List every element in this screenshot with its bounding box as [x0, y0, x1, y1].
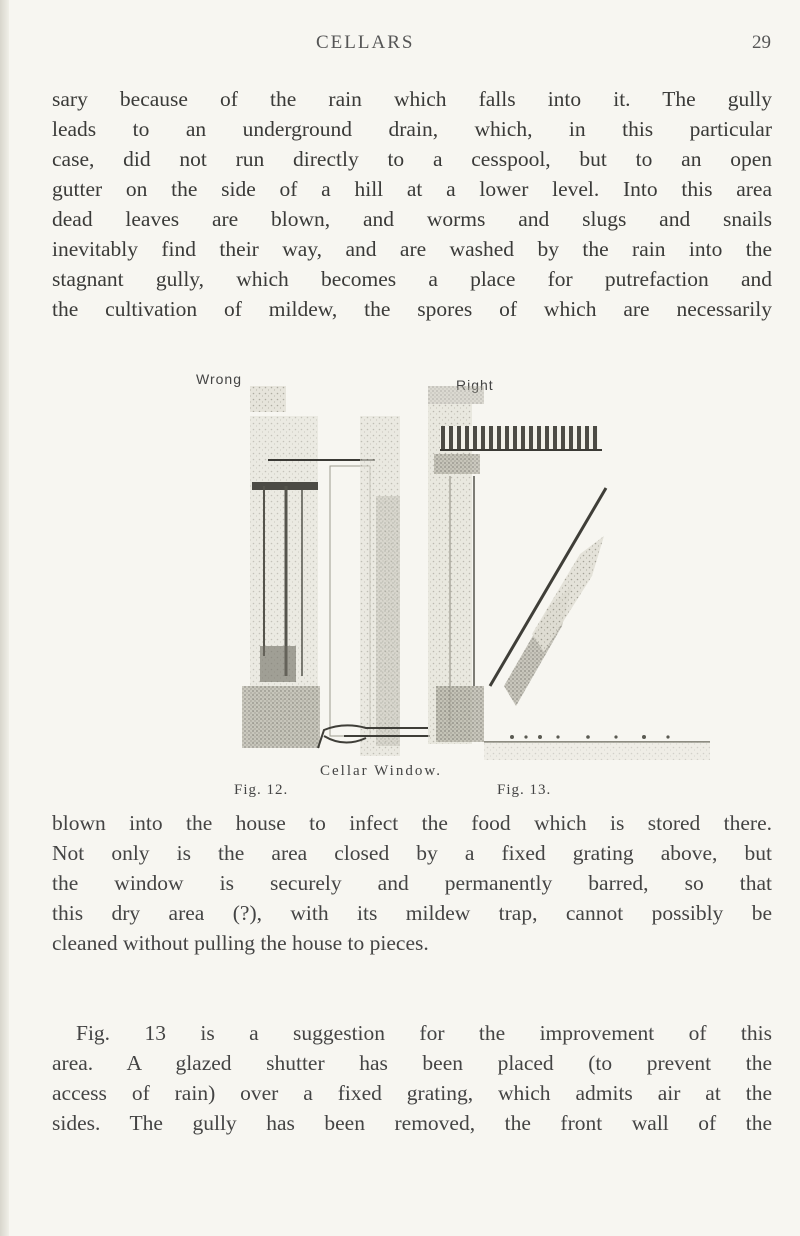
- text-line: the cultivation of mildew, the spores of which are necessarily: [52, 297, 772, 321]
- text-line: this dry area (?), with its mildew trap, cannot possibly be: [52, 901, 772, 925]
- cellar-window-illustration: [240, 386, 710, 764]
- running-title: CELLARS: [316, 32, 415, 53]
- paragraph-2: [52, 808, 772, 958]
- book-spine-shadow: [0, 0, 9, 1236]
- text-line: gutter on the side of a hill at a lower level. Into this area: [52, 177, 772, 201]
- paragraph-3: [52, 1018, 772, 1138]
- running-head: [0, 32, 800, 62]
- text-line: sides. The gully has been removed, the front wall of the: [52, 1111, 772, 1135]
- text-line: the window is securely and permanently barred, so that: [52, 871, 772, 895]
- fig-12-label: Fig. 12.: [234, 782, 289, 798]
- figure-label-wrong: Wrong: [196, 371, 242, 387]
- text-line: blown into the house to infect the food which is stored there.: [52, 811, 772, 835]
- text-line: inevitably find their way, and are washed by the rain into the: [52, 237, 772, 261]
- text-line: stagnant gully, which becomes a place for putrefaction and: [52, 267, 772, 291]
- text-line: access of rain) over a fixed grating, which admits air at the: [52, 1081, 772, 1105]
- text-line: sary because of the rain which falls into it. The gully: [52, 87, 772, 111]
- text-line: area. A glazed shutter has been placed (to prevent the: [52, 1051, 772, 1075]
- text-line: dead leaves are blown, and worms and slugs and snails: [52, 207, 772, 231]
- text-line: case, did not run directly to a cesspool, but to an open: [52, 147, 772, 171]
- text-line: leads to an underground drain, which, in this particular: [52, 117, 772, 141]
- figure-12-wrong: [242, 386, 430, 756]
- text-line: cleaned without pulling the house to pieces.: [52, 931, 429, 955]
- text-line: Not only is the area closed by a fixed grating above, but: [52, 841, 772, 865]
- page-number: 29: [752, 32, 771, 53]
- figure-label-right: Right: [456, 377, 494, 393]
- figure-13-right: [428, 386, 710, 760]
- figure-caption: Cellar Window.: [320, 763, 442, 779]
- fig-13-label: Fig. 13.: [497, 782, 552, 798]
- text-line: Fig. 13 is a suggestion for the improvement of this: [76, 1021, 772, 1045]
- paragraph-1: [52, 84, 772, 324]
